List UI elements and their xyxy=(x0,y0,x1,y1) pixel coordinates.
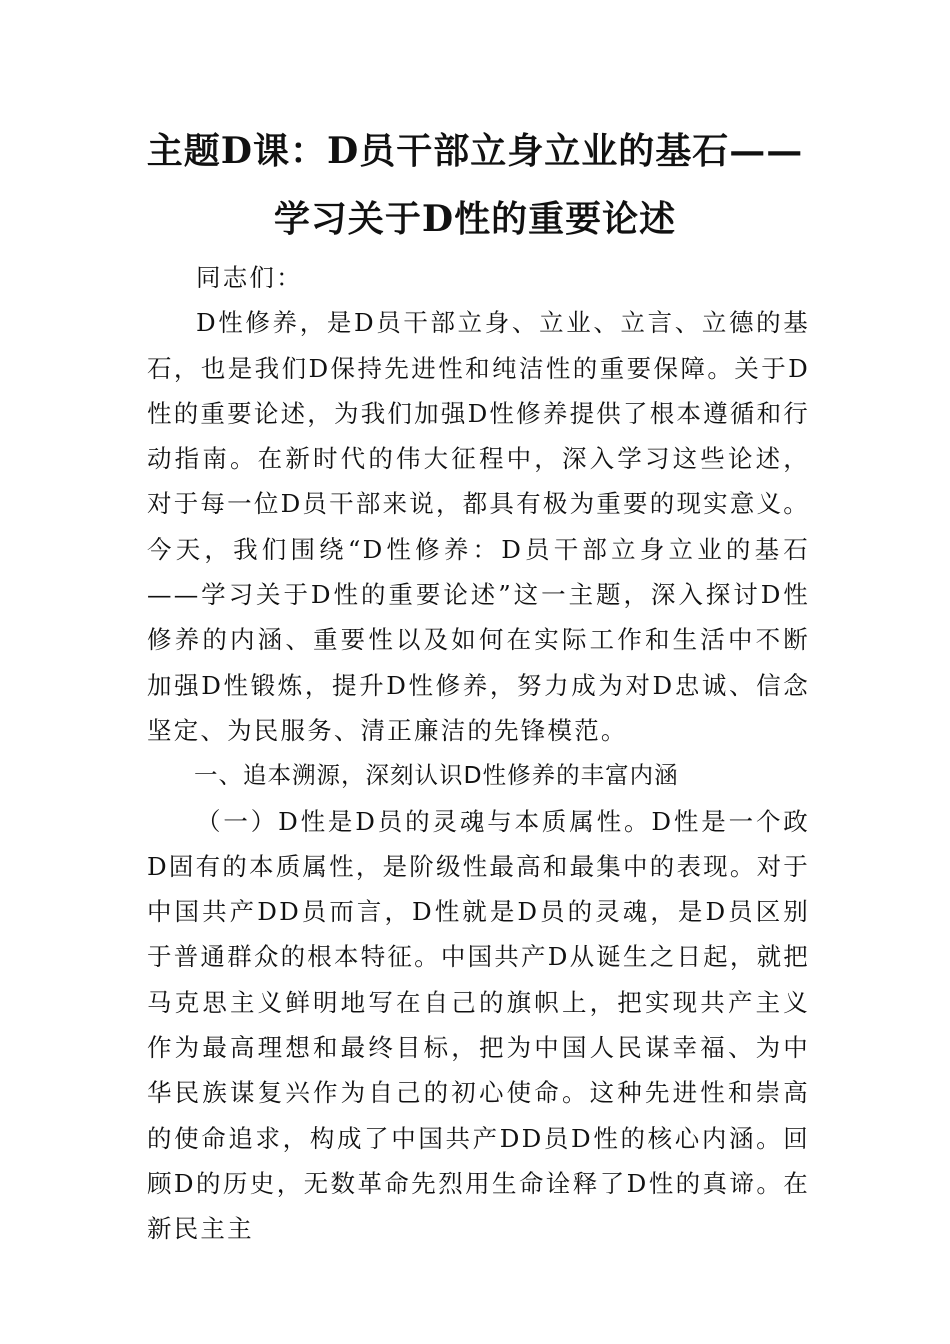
document-title-line-2: 学习关于D性的重要论述 xyxy=(273,198,677,240)
salutation: 同志们： xyxy=(196,263,303,292)
document-title-line-1: 主题D课：D员干部立身立业的基石—— xyxy=(146,130,804,172)
document-body xyxy=(147,255,810,1252)
section-heading-1: 一、追本溯源，深刻认识D性修养的丰富内涵 xyxy=(194,761,679,790)
paragraph-intro: D性修养，是D员干部立身、立业、立言、立德的基石，也是我们D保持先进性和纯洁性的重要保障。关于D性的重要论述，为我们加强D性修养提供了根本遵循和行动指南。在新时代的伟大征程中，深入学习这些论述，对于每一位D员干部来说，都具有极为重要的现实意义。今天，我们围绕“D性修养：D员干部立身立业的基石——学习关于D性的重要论述”这一主题，深入探讨D性修养的内涵、重要性以及如何在实际工作和生活中不断加强D性锻炼，提升D性修养，努力成为对D忠诚、信念坚定、为民服务、清正廉洁的先锋模范。 xyxy=(147,308,810,745)
paragraph-section1-1: （一）D性是D员的灵魂与本质属性。D性是一个政D固有的本质属性，是阶级性最高和最集中的表现。对于中国共产DD员而言，D性就是D员的灵魂，是D员区别于普通群众的根本特征。中国共产D从诞生之日起，就把马克思主义鲜明地写在自己的旗帜上，把实现共产主义作为最高理想和最终目标，把为中国人民谋幸福、为中华民族谋复兴作为自己的初心使命。这种先进性和崇高的使命追求，构成了中国共产DD员D性的核心内涵。回顾D的历史，无数革命先烈用生命诠释了D性的真谛。在新民主主 xyxy=(147,806,810,1244)
